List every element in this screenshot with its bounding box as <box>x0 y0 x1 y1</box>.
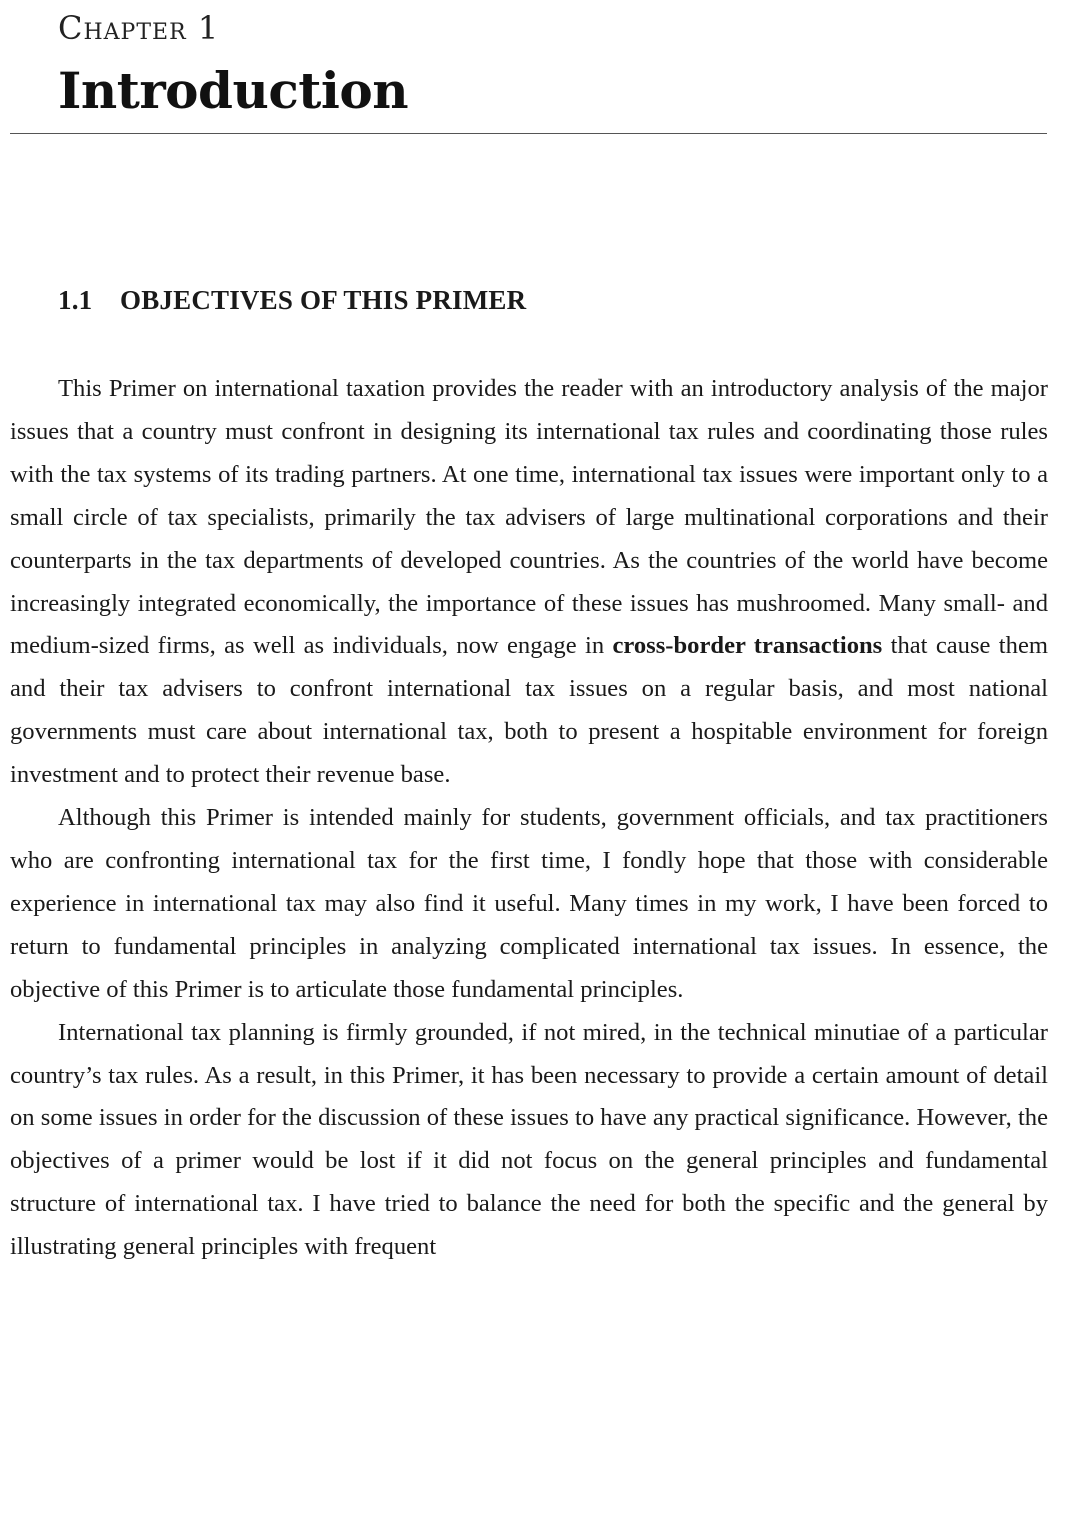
section-heading <box>58 285 526 316</box>
key-term: cross-border transactions <box>612 632 883 660</box>
chapter-label: Chapter 1 <box>58 9 220 47</box>
chapter-divider <box>10 133 1047 134</box>
chapter-title: Introduction <box>58 61 409 120</box>
chapter-header <box>58 6 408 126</box>
paragraph-text: that cause them and their tax advisers to confront international tax issues on a regular basis, and most national governments must care about international tax, both to present a hospitable environment for foreign investment and to protect their revenue base. <box>10 632 1048 789</box>
paragraph: International tax planning is firmly grounded, if not mired, in the technical minutiae of a particular country’s tax rules. As a result, in this Primer, it has been necessary to provide a certain amount of detail on some issues in order for the discussion of these issues to have any practical significance. However, the objectives of a primer would be lost if it did not focus on the general principles and fundamental structure of international tax. I have tried to balance the need for both the specific and the general by illustrating general principles with frequent <box>10 1018 1048 1261</box>
paragraph: Although this Primer is intended mainly for students, government officials, and tax practitioners who are confronting international tax for the first time, I fondly hope that those with considerable experience in international tax may also find it useful. Many times in my work, I have been forced to return to fundamental principles in analyzing complicated international tax issues. In essence, the objective of this Primer is to articulate those fundamental principles. <box>10 804 1048 1003</box>
section-number: 1.1 <box>58 285 93 315</box>
body-text <box>10 368 1048 1269</box>
paragraph <box>10 368 1048 797</box>
paragraph-text: This Primer on international taxation provides the reader with an introductory analysis of the major issues that a country must confront in designing its international tax rules and coordinating those rules with the tax systems of its trading partners. At one time, international tax issues were important only to a small circle of tax specialists, primarily the tax advisers of large multinational corporations and their counterparts in the tax departments of developed countries. As the countries of the world have become increasingly integrated economically, the importance of these issues has mushroomed. Many small- and medium-sized firms, as well as individuals, now engage in <box>10 375 1048 660</box>
section-title: OBJECTIVES OF THIS PRIMER <box>120 285 527 315</box>
